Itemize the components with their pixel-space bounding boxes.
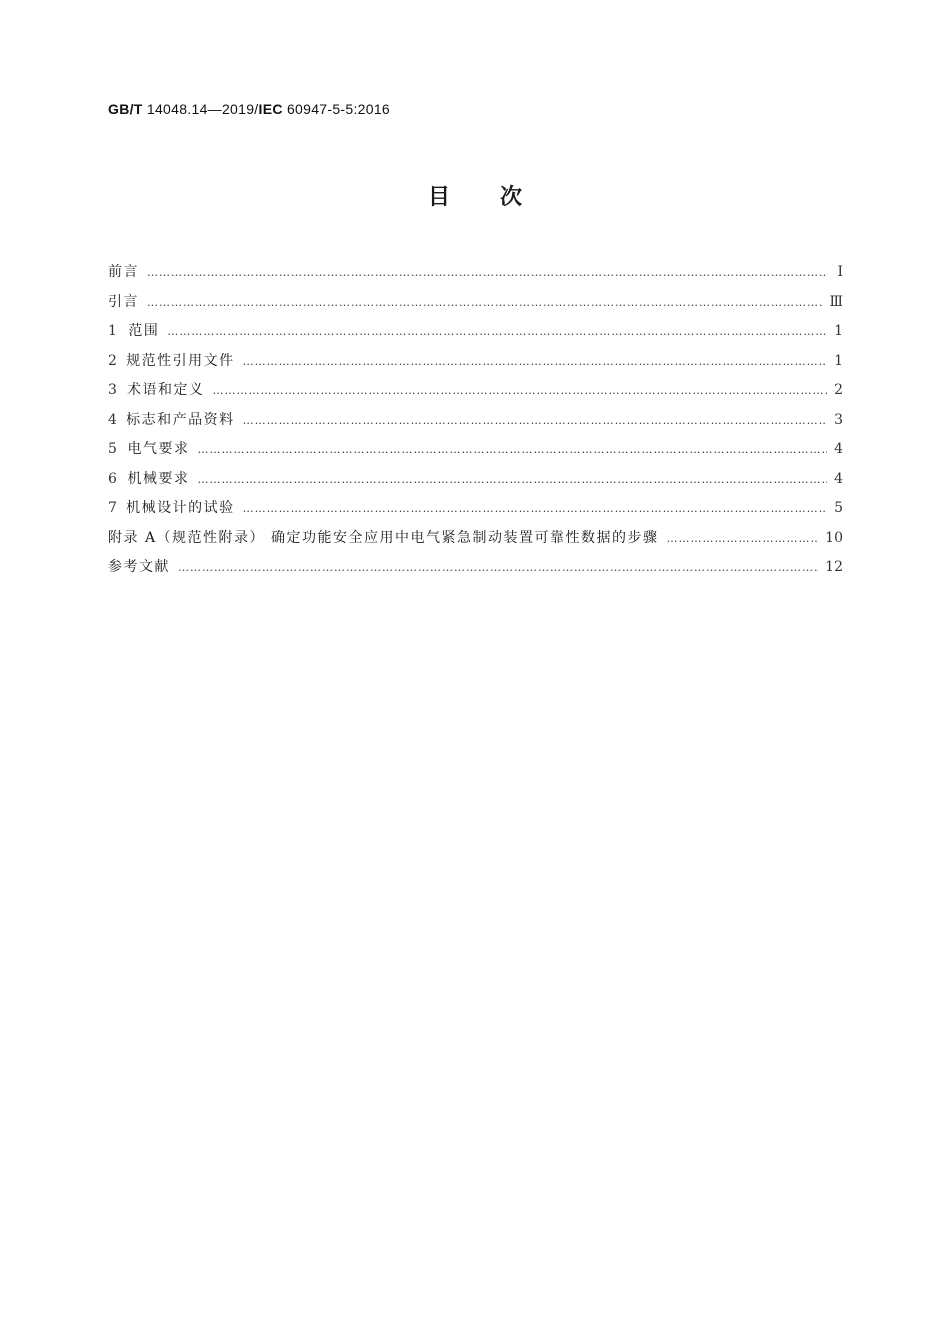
toc-entry-introduction[interactable] [108, 288, 843, 318]
toc-entry-number: 5 [108, 441, 117, 457]
toc-entry-page: 12 [825, 559, 843, 575]
toc-entry-number: 4 [108, 411, 117, 428]
toc-entry-number: 6 [108, 470, 117, 487]
toc-entry-label: 标志和产品资料 [126, 411, 235, 428]
toc-entry-page: 2 [834, 382, 843, 398]
toc-entry-scope[interactable] [108, 317, 843, 347]
toc-entry-label: 参考文献 [108, 559, 170, 575]
standard-prefix: GB/T [108, 101, 143, 117]
toc-entry-number: 1 [108, 323, 117, 339]
toc-entry-page: 1 [834, 323, 843, 339]
toc-entry-page: Ⅰ [837, 264, 843, 280]
toc-leader-dots [167, 317, 827, 347]
toc-entry-page: 3 [834, 411, 843, 428]
toc-entry-bibliography[interactable] [108, 553, 843, 583]
toc-entry-label: 机械设计的试验 [126, 500, 235, 516]
toc-entry-page: 5 [834, 500, 843, 516]
toc-entry-preface[interactable] [108, 258, 843, 288]
toc-leader-dots [178, 553, 819, 583]
table-of-contents [108, 258, 843, 583]
toc-entry-page: 4 [834, 441, 843, 457]
toc-leader-dots [243, 406, 827, 436]
iec-prefix: IEC [258, 101, 283, 117]
toc-entry-marking[interactable] [108, 406, 843, 436]
toc-leader-dots [147, 288, 823, 318]
toc-entry-label: 范围 [128, 323, 160, 339]
toc-entry-electrical-requirements[interactable] [108, 435, 843, 465]
toc-entry-page: 1 [834, 352, 843, 369]
toc-entry-page: Ⅲ [829, 293, 843, 310]
toc-entry-mechanical-tests[interactable] [108, 494, 843, 524]
toc-entry-label: 机械要求 [127, 470, 190, 487]
toc-entry-label: 术语和定义 [127, 382, 205, 398]
toc-entry-normative-references[interactable] [108, 347, 843, 377]
toc-leader-dots [197, 465, 827, 495]
toc-entry-page: 10 [825, 529, 843, 546]
standard-header [108, 101, 390, 117]
toc-leader-dots [243, 347, 827, 377]
toc-entry-label: 前言 [108, 264, 139, 280]
toc-entry-label: 附录 A（规范性附录） 确定功能安全应用中电气紧急制动装置可靠性数据的步骤 [108, 529, 659, 546]
toc-entry-mechanical-requirements[interactable] [108, 465, 843, 495]
standard-number: 14048.14—2019/ [146, 101, 259, 117]
toc-entry-label: 引言 [108, 293, 139, 310]
toc-leader-dots [243, 494, 827, 524]
toc-title: 目次 [427, 185, 572, 210]
toc-entry-number: 2 [108, 352, 117, 369]
toc-entry-number: 3 [108, 382, 117, 398]
toc-entry-terms-definitions[interactable] [108, 376, 843, 406]
toc-entry-page: 4 [834, 470, 843, 487]
toc-entry-number: 7 [108, 500, 117, 516]
toc-entry-label: 规范性引用文件 [126, 352, 235, 369]
toc-entry-annex-a[interactable] [108, 524, 843, 554]
toc-entry-label: 电气要求 [127, 441, 190, 457]
iec-number: 60947-5-5:2016 [286, 101, 391, 117]
toc-leader-dots [667, 524, 820, 554]
toc-leader-dots [213, 376, 827, 406]
toc-leader-dots [197, 435, 827, 465]
toc-leader-dots [147, 258, 827, 288]
